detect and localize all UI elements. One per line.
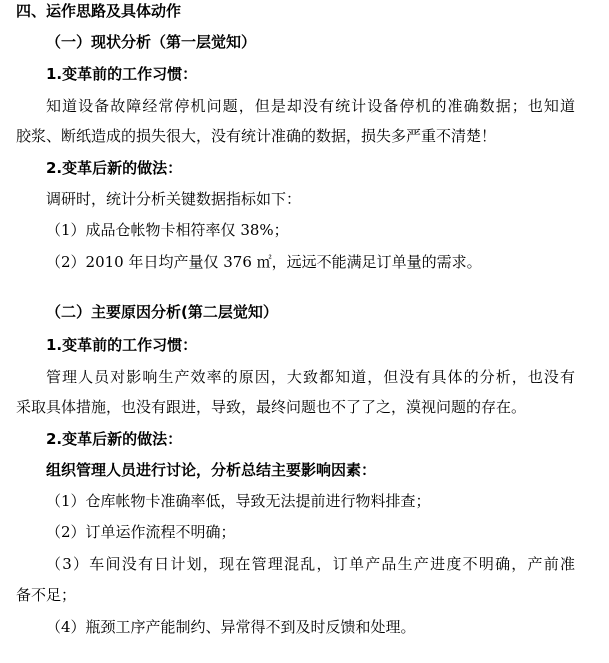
part1-before-text-line1: 知道设备故障经常停机问题，但是却没有统计设备停机的准确数据；也知道 bbox=[46, 97, 575, 115]
part1-item-1: （1）成品仓帐物卡相符率仅 38%； bbox=[46, 221, 289, 239]
part2-item-4: （4）瓶颈工序产能制约、异常得不到及时反馈和处理。 bbox=[46, 618, 416, 636]
part2-heading: （二）主要原因分析(第二层觉知） bbox=[46, 303, 278, 321]
part2-item-3-continued: 备不足； bbox=[16, 586, 77, 604]
part1-after-intro: 调研时，统计分析关键数据指标如下： bbox=[46, 190, 302, 208]
part2-before-text-line2: 采取具体措施，也没有跟进，导致，最终问题也不了了之，漠视问题的存在。 bbox=[16, 398, 527, 416]
part1-heading: （一）现状分析（第一层觉知） bbox=[46, 33, 257, 51]
part2-item-2: （2）订单运作流程不明确； bbox=[46, 523, 236, 541]
part2-after-intro: 组织管理人员进行讨论，分析总结主要影响因素： bbox=[46, 461, 377, 479]
part2-item-1: （1）仓库帐物卡准确率低，导致无法提前进行物料排查； bbox=[46, 492, 431, 510]
part1-after-title: 2.变革后新的做法： bbox=[46, 159, 183, 177]
part1-item-2: （2）2010 年日均产量仅 376 ㎡，远远不能满足订单量的需求。 bbox=[46, 253, 482, 271]
part2-after-title: 2.变革后新的做法： bbox=[46, 430, 183, 448]
part1-before-title: 1.变革前的工作习惯： bbox=[46, 65, 198, 83]
part2-before-text-line1: 管理人员对影响生产效率的原因，大致都知道，但没有具体的分析，也没有 bbox=[46, 368, 575, 386]
part2-before-title: 1.变革前的工作习惯： bbox=[46, 336, 198, 354]
part1-before-text-line2: 胶浆、断纸造成的损失很大，没有统计准确的数据，损失多严重不清楚！ bbox=[16, 127, 497, 145]
section-title: 四、运作思路及具体动作 bbox=[16, 2, 182, 20]
part2-item-3: （3）车间没有日计划，现在管理混乱，订单产品生产进度不明确，产前准 bbox=[46, 555, 575, 573]
